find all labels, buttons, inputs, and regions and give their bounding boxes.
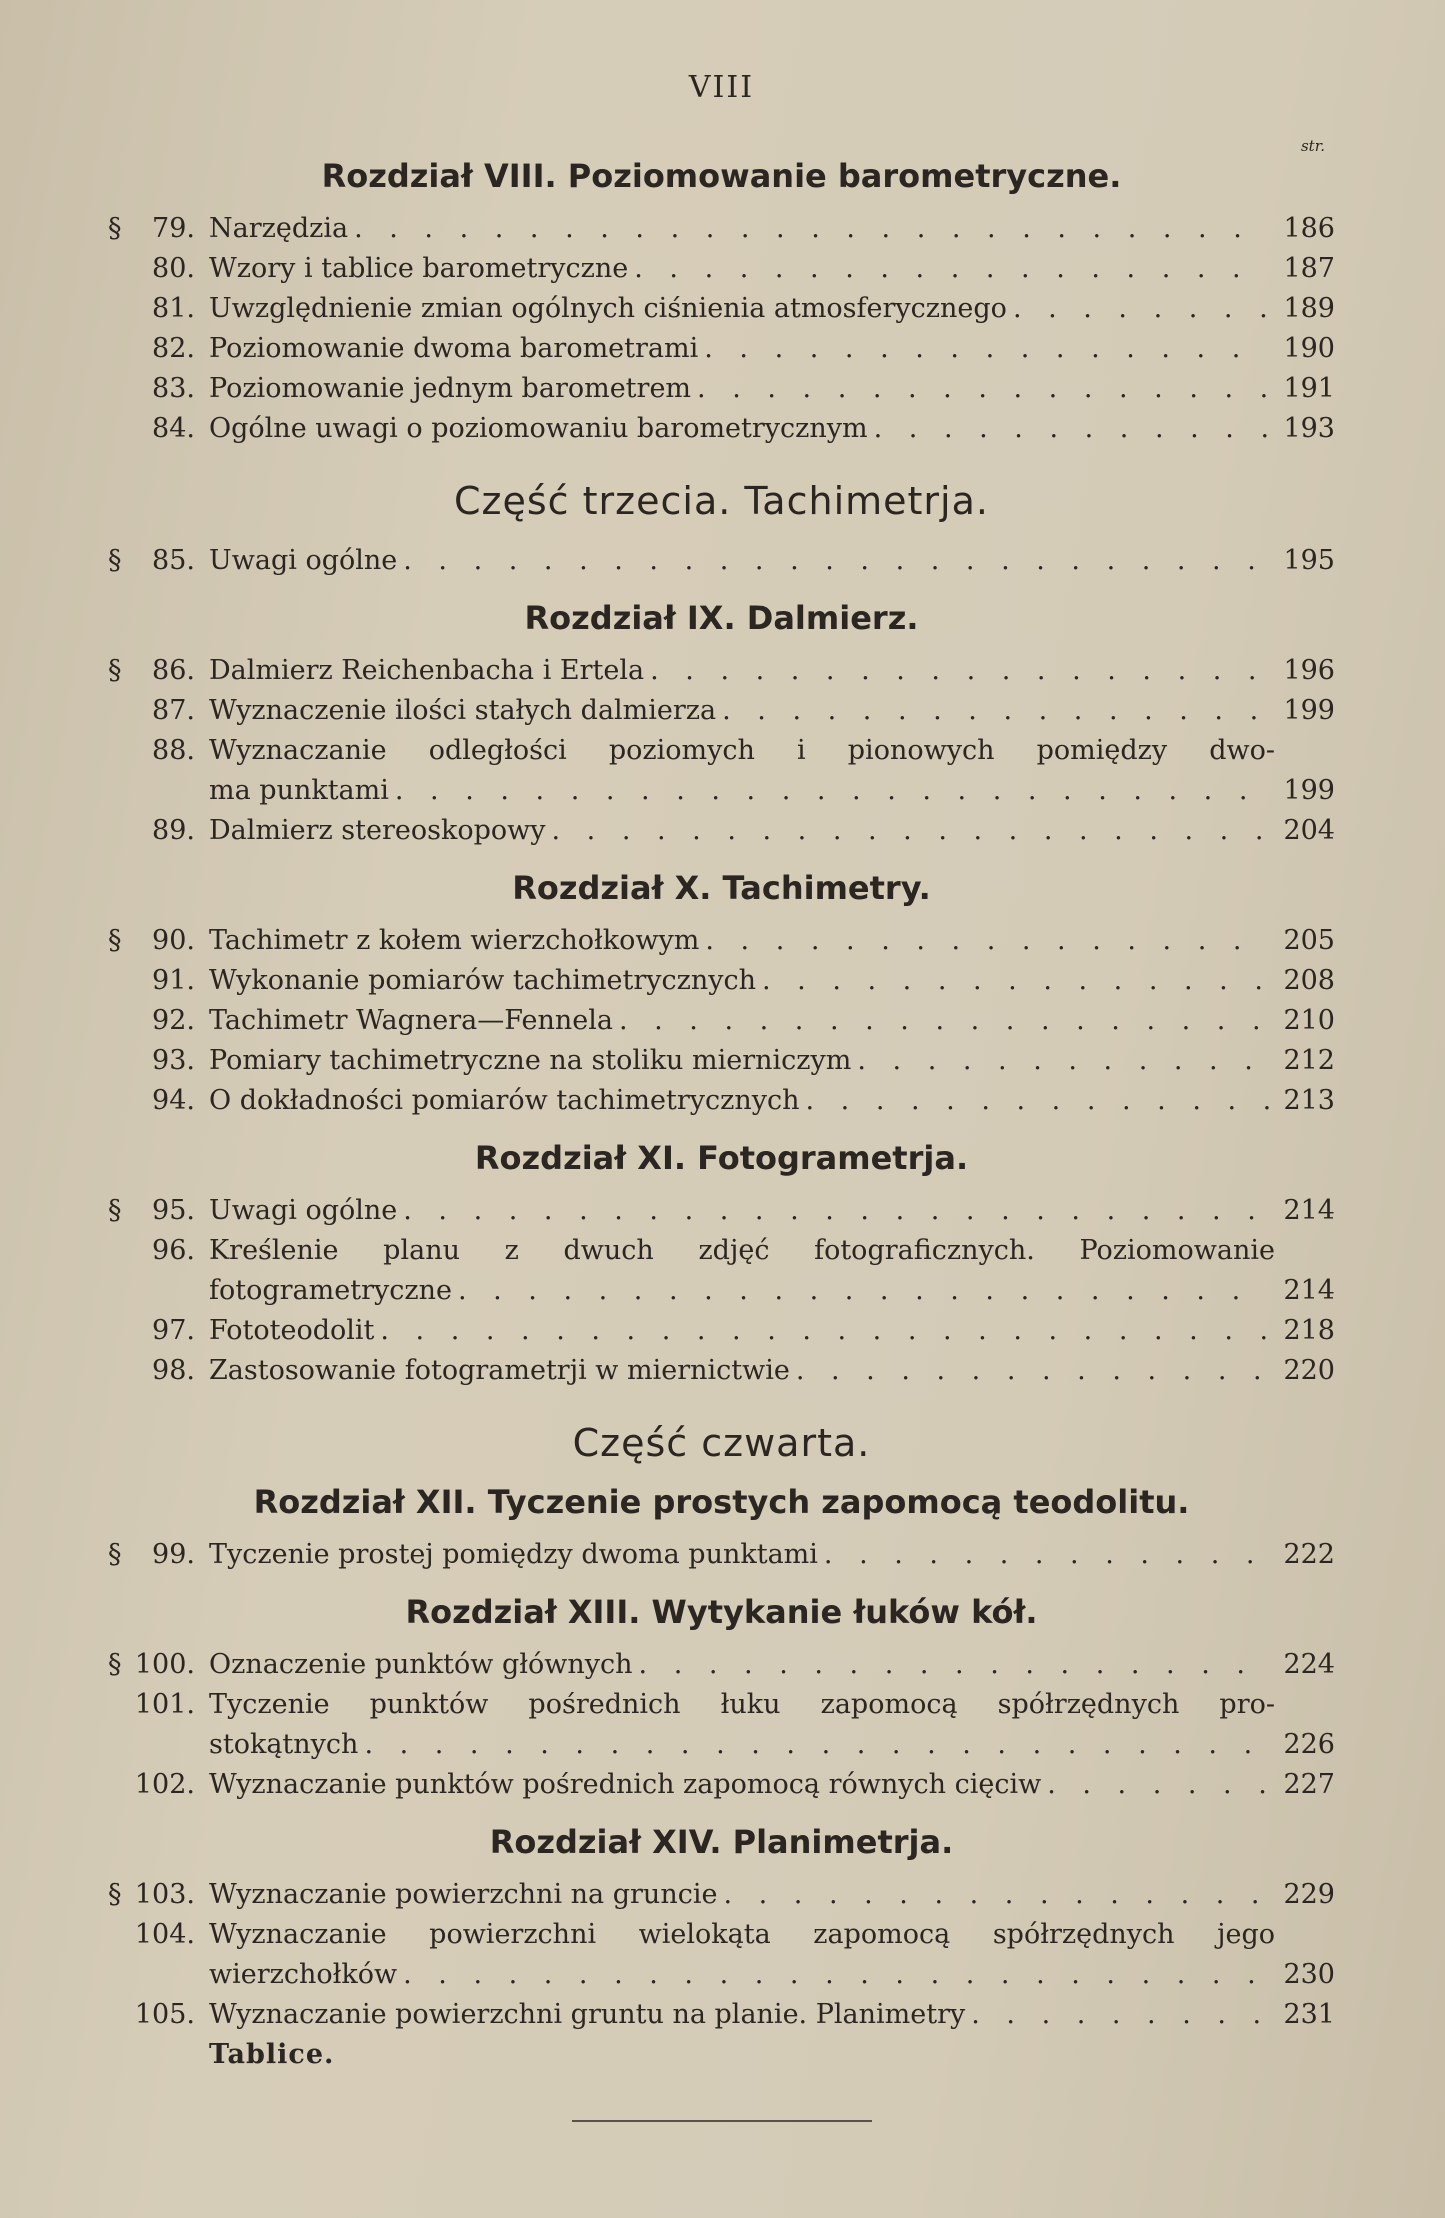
page-number: 231 <box>1283 1999 1335 2030</box>
page-column-label: str. <box>1300 137 1325 155</box>
section-sign: § <box>108 545 122 576</box>
entry-title: Zastosowanie fotogrametrji w miernictwie <box>209 1355 790 1386</box>
toc-entry <box>108 1535 1335 1575</box>
page-number: 205 <box>1283 925 1335 956</box>
toc-entry <box>108 1685 1335 1765</box>
page-number: 214 <box>1283 1195 1335 1226</box>
toc-entry <box>108 731 1335 811</box>
entry-number: 100. <box>134 1649 195 1680</box>
page-number: 220 <box>1283 1355 1335 1386</box>
toc-entry <box>108 1351 1335 1391</box>
page-number: 212 <box>1283 1045 1335 1076</box>
heading-text: Rozdział X. Tachimetry. <box>512 869 931 907</box>
entry-title: Uwagi ogólne <box>209 1195 398 1226</box>
leader-dots <box>806 1081 1269 1121</box>
entry-number: 82. <box>152 333 195 364</box>
toc-entry <box>108 249 1335 289</box>
entry-number: 88. <box>152 735 195 766</box>
section-sign: § <box>108 1195 122 1226</box>
entry-number: 103. <box>134 1879 195 1910</box>
toc-entry <box>108 811 1335 851</box>
toc-entry <box>108 541 1335 581</box>
entry-number: 93. <box>152 1045 195 1076</box>
page-number: 199 <box>1283 775 1335 806</box>
page-number: 196 <box>1283 655 1335 686</box>
leader-dots <box>1013 289 1269 329</box>
page-number: 186 <box>1283 213 1335 244</box>
leader-dots <box>619 1001 1269 1041</box>
page-number: 193 <box>1283 413 1335 444</box>
entry-title: Tyczenie prostej pomiędzy dwoma punktami <box>209 1539 818 1570</box>
entry-title: Wyznaczanie punktów pośrednich zapomocą równych cięciw <box>209 1769 1042 1800</box>
toc-entry <box>108 1001 1335 1041</box>
leader-dots <box>354 209 1269 249</box>
leader-dots <box>1047 1765 1269 1805</box>
entry-title-continued: fotogrametryczne <box>209 1275 452 1306</box>
entry-title: Pomiary tachimetryczne na stoliku mierniczym <box>209 1045 852 1076</box>
chapter-heading <box>108 1593 1335 1631</box>
leader-dots <box>723 1875 1269 1915</box>
toc-entry <box>108 691 1335 731</box>
page-number: 227 <box>1283 1769 1335 1800</box>
entry-title: Wyznaczanie powierzchni wielokąta zapomocą spółrzędnych jego <box>209 1919 1275 1950</box>
leader-dots <box>380 1311 1269 1351</box>
entry-number: 102. <box>134 1769 195 1800</box>
heading-text: Rozdział XIV. Planimetrja. <box>489 1823 954 1861</box>
entry-number: 99. <box>152 1539 195 1570</box>
page-folio: VIII <box>688 70 755 105</box>
chapter-heading <box>108 869 1335 907</box>
chapter-heading <box>108 137 1335 195</box>
toc-entry <box>108 961 1335 1001</box>
leader-dots <box>857 1041 1269 1081</box>
leader-dots <box>634 249 1269 289</box>
page-number: 222 <box>1283 1539 1335 1570</box>
leader-dots <box>722 691 1269 731</box>
heading-text: Rozdział VIII. Poziomowanie barometryczne. <box>321 157 1122 195</box>
entry-title: Fototeodolit <box>209 1315 375 1346</box>
entry-title: Kreślenie planu z dwuch zdjęć fotograficznych. Poziomowanie <box>209 1235 1275 1266</box>
leader-dots <box>458 1271 1269 1311</box>
entry-number: 85. <box>152 545 195 576</box>
page-number: 191 <box>1283 373 1335 404</box>
entry-number: 86. <box>152 655 195 686</box>
leader-dots <box>762 961 1269 1001</box>
entry-number: 104. <box>134 1919 195 1950</box>
page-number: 226 <box>1283 1729 1335 1760</box>
part-heading <box>108 479 1335 523</box>
entry-title: Uwagi ogólne <box>209 545 398 576</box>
entry-title: Tachimetr z kołem wierzchołkowym <box>209 925 700 956</box>
leader-dots <box>705 921 1269 961</box>
leader-dots <box>650 651 1269 691</box>
entry-number: 90. <box>152 925 195 956</box>
entry-number: 89. <box>152 815 195 846</box>
entry-title: Tachimetr Wagnera—Fennela <box>209 1005 613 1036</box>
leader-dots <box>552 811 1269 851</box>
heading-text: Rozdział XIII. Wytykanie łuków kół. <box>405 1593 1038 1631</box>
leader-dots <box>364 1725 1269 1765</box>
chapter-heading <box>108 1483 1335 1521</box>
table-of-contents <box>108 137 1335 2035</box>
entry-title: Wyznaczanie powierzchni na gruncie <box>209 1879 718 1910</box>
tablice-entry: Tablice. <box>209 2039 335 2070</box>
entry-number: 105. <box>134 1999 195 2030</box>
entry-number: 79. <box>152 213 195 244</box>
heading-text: Rozdział XII. Tyczenie prostych zapomocą teodolitu. <box>253 1483 1190 1521</box>
page-number: 199 <box>1283 695 1335 726</box>
page-number: 214 <box>1283 1275 1335 1306</box>
section-sign: § <box>108 1879 122 1910</box>
entry-title-continued: stokątnych <box>209 1729 359 1760</box>
toc-entry <box>108 1191 1335 1231</box>
toc-entry <box>108 1915 1335 1995</box>
entry-number: 98. <box>152 1355 195 1386</box>
entry-number: 80. <box>152 253 195 284</box>
entry-title: Dalmierz Reichenbacha i Ertela <box>209 655 645 686</box>
toc-entry <box>108 369 1335 409</box>
leader-dots <box>403 1955 1269 1995</box>
leader-dots <box>874 409 1269 449</box>
toc-entry <box>108 1995 1335 2035</box>
entry-title: Poziomowanie jednym barometrem <box>209 373 692 404</box>
entry-title: Wykonanie pomiarów tachimetrycznych <box>209 965 757 996</box>
toc-entry <box>108 1875 1335 1915</box>
leader-dots <box>403 1191 1269 1231</box>
entry-number: 96. <box>152 1235 195 1266</box>
leader-dots <box>971 1995 1269 2035</box>
page-number: 189 <box>1283 293 1335 324</box>
toc-entry <box>108 209 1335 249</box>
entry-number: 91. <box>152 965 195 996</box>
entry-number: 83. <box>152 373 195 404</box>
heading-text: Rozdział IX. Dalmierz. <box>524 599 919 637</box>
section-sign: § <box>108 925 122 956</box>
leader-dots <box>824 1535 1269 1575</box>
closing-rule <box>572 2120 872 2122</box>
entry-title-continued: ma punktami <box>209 775 389 806</box>
page-number: 187 <box>1283 253 1335 284</box>
section-sign: § <box>108 1539 122 1570</box>
heading-text: Część czwarta. <box>572 1421 871 1465</box>
section-sign: § <box>108 1649 122 1680</box>
entry-title-continued: wierzchołków <box>209 1959 398 1990</box>
toc-entry <box>108 1231 1335 1311</box>
page-number: 210 <box>1283 1005 1335 1036</box>
entry-number: 92. <box>152 1005 195 1036</box>
entry-number: 81. <box>152 293 195 324</box>
page-number: 208 <box>1283 965 1335 996</box>
entry-title: Wyznaczanie powierzchni gruntu na planie. Planimetry <box>209 1999 966 2030</box>
leader-dots <box>639 1645 1269 1685</box>
heading-text: Część trzecia. Tachimetrja. <box>454 479 989 523</box>
page-number: 204 <box>1283 815 1335 846</box>
entry-title: Tyczenie punktów pośrednich łuku zapomocą spółrzędnych pro- <box>209 1689 1275 1720</box>
entry-title: Ogólne uwagi o poziomowaniu barometrycznym <box>209 413 868 444</box>
entry-title: Uwzględnienie zmian ogólnych ciśnienia atmosferycznego <box>209 293 1007 324</box>
page-number: 229 <box>1283 1879 1335 1910</box>
leader-dots <box>403 541 1269 581</box>
entry-title: Poziomowanie dwoma barometrami <box>209 333 699 364</box>
leader-dots <box>704 329 1269 369</box>
toc-entry <box>108 1645 1335 1685</box>
toc-entry <box>108 921 1335 961</box>
entry-number: 84. <box>152 413 195 444</box>
leader-dots <box>697 369 1269 409</box>
chapter-heading <box>108 1823 1335 1861</box>
entry-title: Wzory i tablice barometryczne <box>209 253 629 284</box>
toc-entry <box>108 289 1335 329</box>
heading-text: Rozdział XI. Fotogrametrja. <box>474 1139 969 1177</box>
chapter-heading <box>108 1139 1335 1177</box>
entry-title: Dalmierz stereoskopowy <box>209 815 546 846</box>
chapter-heading <box>108 599 1335 637</box>
part-heading <box>108 1421 1335 1465</box>
page-number: 230 <box>1283 1959 1335 1990</box>
toc-entry <box>108 1041 1335 1081</box>
page-number: 218 <box>1283 1315 1335 1346</box>
toc-entry <box>108 651 1335 691</box>
entry-title: O dokładności pomiarów tachimetrycznych <box>209 1085 800 1116</box>
entry-number: 97. <box>152 1315 195 1346</box>
entry-number: 95. <box>152 1195 195 1226</box>
toc-entry <box>108 1765 1335 1805</box>
entry-number: 101. <box>134 1689 195 1720</box>
toc-entry <box>108 409 1335 449</box>
toc-entry <box>108 1311 1335 1351</box>
entry-title: Wyznaczenie ilości stałych dalmierza <box>209 695 717 726</box>
entry-title: Wyznaczanie odległości poziomych i pionowych pomiędzy dwo- <box>209 735 1275 766</box>
page-number: 190 <box>1283 333 1335 364</box>
leader-dots <box>796 1351 1269 1391</box>
entry-title: Narzędzia <box>209 213 349 244</box>
section-sign: § <box>108 655 122 686</box>
page-number: 213 <box>1283 1085 1335 1116</box>
section-sign: § <box>108 213 122 244</box>
toc-entry <box>108 1081 1335 1121</box>
page-number: 195 <box>1283 545 1335 576</box>
toc-entry <box>108 329 1335 369</box>
page-number: 224 <box>1283 1649 1335 1680</box>
leader-dots <box>395 771 1269 811</box>
entry-title: Oznaczenie punktów głównych <box>209 1649 633 1680</box>
entry-number: 94. <box>152 1085 195 1116</box>
entry-number: 87. <box>152 695 195 726</box>
